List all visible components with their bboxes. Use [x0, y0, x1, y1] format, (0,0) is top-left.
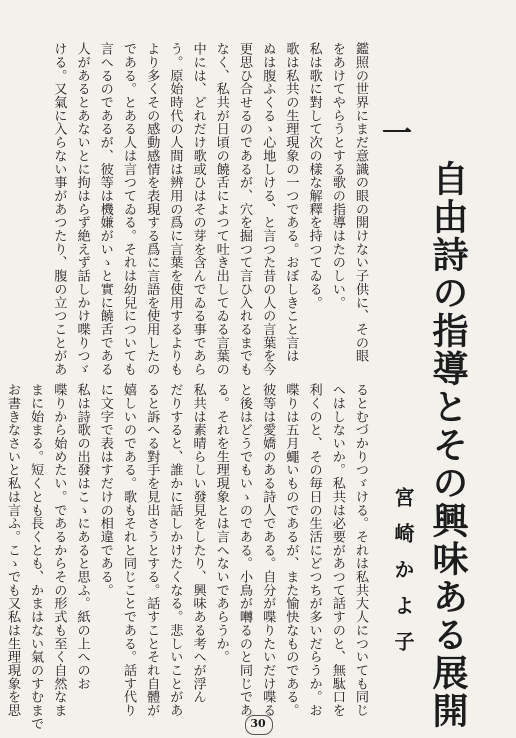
text-line: 利くのと、その毎日の生活にどつちが多いだらうか。お — [306, 383, 322, 717]
text-line: 喋りから始めたい。であるからその形式も至く自然なま — [51, 383, 67, 717]
body-text-top — [51, 42, 372, 376]
text-line: 彼等は愛嬌のある詩人である。自分が喋りたいだけ喋る — [260, 383, 276, 717]
section-number: 一 — [376, 117, 411, 147]
text-line: るとむづかりつゞける。それは私共大人についても同じ — [353, 383, 368, 717]
text-line: 更思ひ合せるのであるが、穴を掘つて言ひ入れるまでも — [236, 42, 252, 376]
text-line: 言へるのであるが、彼等は機嫌がいゝと實に饒舌である — [97, 42, 113, 376]
page-number: 30 — [250, 717, 266, 730]
text-line: る。それを生理現象とは言へないであらうか。 — [213, 383, 229, 664]
text-line: をあけてやらうとする歌の指導はたのしい。 — [329, 42, 345, 309]
text-line: う。原始時代の人間は辨用の爲に言葉を使用するよりも — [167, 42, 183, 376]
article-title: 自由詩の指導とその興味ある展開 — [427, 160, 469, 730]
text-line: 私共は素晴らしい發見をしたり、興味ある考へが浮ん — [190, 383, 206, 704]
text-line: 私は歌に對して次の樣な解釋を持つてゐる。 — [306, 42, 322, 309]
text-line: である。とある人は言つてゐる。それは幼兒についても — [120, 42, 136, 376]
text-line: へはしないか。私共は必要があつて話すのと、無駄口を — [329, 383, 345, 717]
text-line: 歌は私共の生理現象の一つである。おぼしきこと言は — [283, 42, 299, 363]
text-line: より多くその感動感情を表現する爲に言語を使用したの — [144, 42, 160, 376]
text-line: なく、私共が日頃の饒舌によつて吐き出してゐる言葉の — [213, 42, 229, 376]
text-line: ける。又氣に入らない事があつたり、腹の立つことがあ — [51, 42, 67, 376]
text-line: 人があるとあないとに拘はらず絶えず話しかけ喋りつゞ — [74, 42, 90, 376]
text-line: 喋りは五月蠅いものであるが、また愉快なものである。 — [283, 383, 299, 717]
author-name: 宮崎かよ子 — [391, 487, 415, 667]
text-line: まに始まる。短くとも長くとも、かまはない氣のすむまで — [28, 383, 44, 731]
text-line: だりすると、誰かに話しかけたくなる。悲しいことがあ — [167, 383, 183, 717]
text-line: 私は詩歌の出發はこゝにあると思ふ。紙の上へのお — [74, 383, 90, 691]
text-line: ると訴へる對手を見出さうとする。話すことそれ自體が — [144, 383, 160, 717]
text-line: ぬは腹ふくるゝ心地しける、と言つた昔の人の言葉を今 — [260, 42, 276, 376]
text-line: お書きなさいと私は言ふ。こゝでも又私は生理現象を思 — [4, 383, 20, 717]
text-line: と後はどうでもいゝのである。小鳥が囀るのと同じであ — [236, 383, 252, 717]
text-line: 鑑照の世界にまだ意識の眼の開けない子供に、その眼 — [353, 42, 368, 363]
text-line: 嬉しいのである。歌もそれと同じことである。話す代り — [120, 383, 136, 717]
text-line: 中には、どれだけ歌或ひはその芽を含んでゐる事であら — [190, 42, 206, 376]
text-line: に文字で表はすだけの相違である。 — [97, 383, 113, 597]
